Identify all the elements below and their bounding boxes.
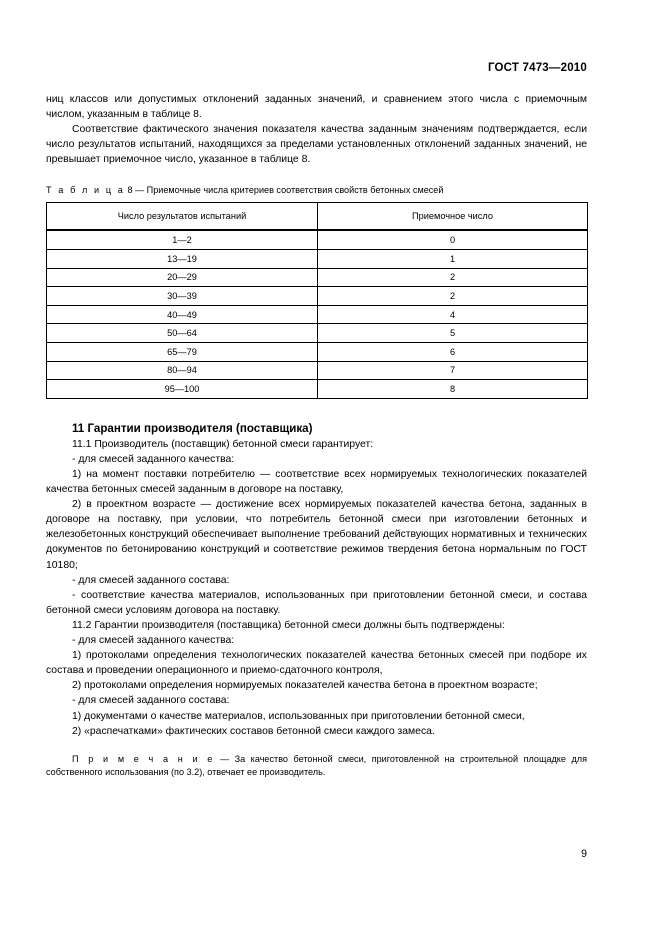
cell-acceptance-number: 6 (318, 343, 588, 362)
table-row (47, 230, 588, 249)
cell-test-count: 40—49 (47, 305, 318, 324)
cell-acceptance-number: 8 (318, 380, 588, 399)
cell-acceptance-number: 2 (318, 287, 588, 306)
cell-test-count: 1—2 (47, 230, 318, 249)
table-header-row (47, 203, 588, 231)
table-row (47, 324, 588, 343)
cell-acceptance-number: 0 (318, 230, 588, 249)
running-head: ГОСТ 7473—2010 (487, 62, 587, 74)
cell-test-count: 65—79 (47, 343, 318, 362)
table-caption (46, 184, 587, 197)
cell-test-count: 50—64 (47, 324, 318, 343)
paragraph-11-1-dash-composition: - для смесей заданного состава: (72, 574, 230, 586)
paragraph-11-2: 11.2 Гарантии производителя (поставщика) бетонной смеси должны быть подтверждены: (72, 619, 505, 631)
paragraph-11-1-item-1: 1) на момент поставки потребителю — соответствие всех нормируемых технологических показателей качества бетонных смесей заданным в договоре на поставку, (46, 469, 587, 496)
cell-test-count: 20—29 (47, 268, 318, 287)
column-header-test-count: Число результатов испытаний (47, 203, 318, 231)
paragraph-11-1-dash-materials: - соответствие качества материалов, использованных при приготовлении бетонной смеси, и состава бетонной смеси условиям договора на поставку. (46, 589, 587, 616)
table-row (47, 268, 588, 287)
note-text: — За качество бетонной смеси, приготовленной на строительной площадке для собственного использования (по 3.2), отвечает ее производитель. (46, 753, 587, 777)
paragraph-11-2-dash-quality: - для смесей заданного качества: (72, 635, 235, 647)
cell-acceptance-number: 5 (318, 324, 588, 343)
paragraph-continued: ниц классов или допустимых отклонений заданных значений, и сравнением этого числа с приемочным числом, указанным в таблице 8. (46, 94, 587, 121)
table-caption-text: 8 — Приемочные числа критериев соответствия свойств бетонных смесей (127, 185, 444, 196)
cell-test-count: 80—94 (47, 361, 318, 380)
cell-test-count: 13—19 (47, 250, 318, 269)
table-row (47, 250, 588, 269)
paragraph-11-2-dash-composition: - для смесей заданного состава: (72, 695, 230, 707)
cell-test-count: 95—100 (47, 380, 318, 399)
section-heading-11: 11 Гарантии производителя (поставщика) (72, 421, 313, 435)
column-header-acceptance-number: Приемочное число (318, 203, 588, 231)
cell-acceptance-number: 2 (318, 268, 588, 287)
paragraph-11-2-item-3: 1) документами о качестве материалов, использованных при приготовлении бетонной смеси, (72, 710, 525, 722)
paragraph-11-2-item-2: 2) протоколами определения нормируемых показателей качества бетона в проектном возрасте; (72, 680, 538, 692)
cell-acceptance-number: 7 (318, 361, 588, 380)
note-block (46, 753, 587, 780)
paragraph-11-2-item-4: 2) «распечатками» фактических составов бетонной смеси каждого замеса. (72, 725, 435, 737)
table-row (47, 343, 588, 362)
table-row (47, 380, 588, 399)
paragraph-11-1: 11.1 Производитель (поставщик) бетонной смеси гарантирует: (72, 438, 374, 450)
cell-acceptance-number: 1 (318, 250, 588, 269)
cell-test-count: 30—39 (47, 287, 318, 306)
table-caption-label: Т а б л и ц а (46, 185, 125, 196)
table-row (47, 361, 588, 380)
acceptance-numbers-table (46, 202, 588, 398)
note-label: П р и м е ч а н и е (72, 753, 215, 764)
page-number: 9 (581, 848, 587, 860)
cell-acceptance-number: 4 (318, 305, 588, 324)
paragraph-11-1-item-2: 2) в проектном возрасте — достижение всех нормируемых показателей качества бетона, заданных в договоре на поставку, при условии, что потребитель бетонной смеси при изготовлении бетонных и железобетонных конструкций обеспечивает выполнение требований действующих нормативных и технических документов по бетонированию конструкций и соответствие режимов твердения бетона нормальным по ГОСТ 10180; (46, 499, 587, 571)
paragraph-11-2-item-1: 1) протоколами определения технологических показателей качества бетонных смесей при подборе их состава и проведении операционного и приемо-сдаточного контроля, (46, 650, 587, 677)
table-row (47, 305, 588, 324)
paragraph-conformity: Соответствие фактического значения показателя качества заданным значениям подтверждается, если число результатов испытаний, находящихся за пределами установленных отклонений заданных значений, не превышает приемочное число, указанное в таблице 8. (46, 124, 587, 166)
page-content (46, 92, 587, 779)
paragraph-11-1-dash-quality: - для смесей заданного качества: (72, 453, 235, 465)
table-row (47, 287, 588, 306)
